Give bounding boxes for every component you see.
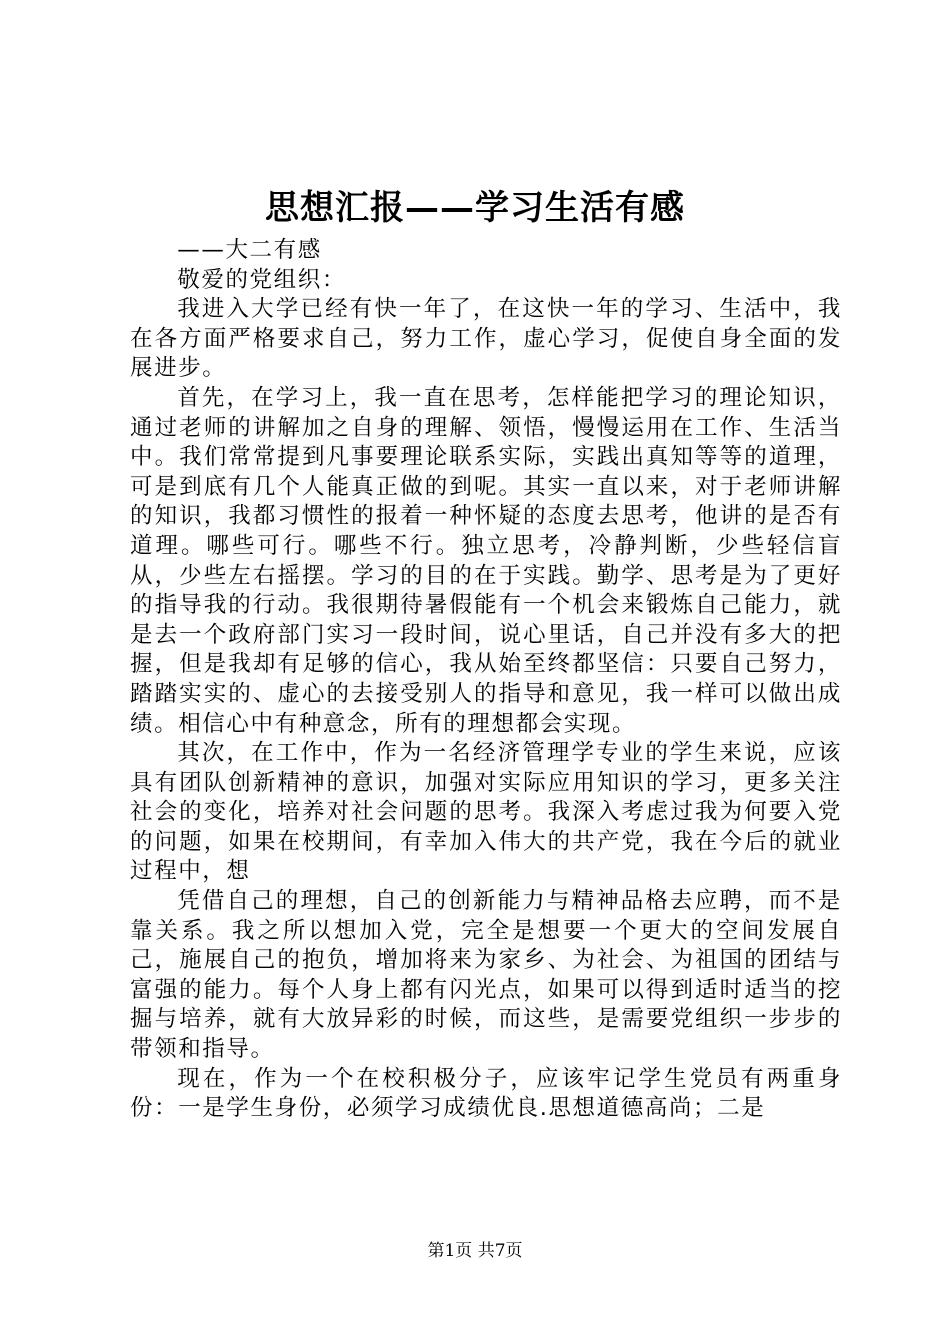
paragraph: 我进入大学已经有快一年了，在这快一年的学习、生活中，我在各方面严格要求自己，努力工作，虚心学习，促使自身全面的发展进步。 [130, 296, 842, 382]
document-title: 思想汇报——学习生活有感 [265, 188, 685, 228]
page-number: 第1页 共7页 [427, 1241, 523, 1261]
document-body [130, 236, 842, 1124]
salutation: 敬爱的党组织： [177, 266, 346, 293]
paragraph: 现在，作为一个在校积极分子，应该牢记学生党员有两重身份：一是学生身份，必须学习成绩优良.思想道德高尚；二是 [130, 1065, 842, 1122]
paragraph: 凭借自己的理想，自己的创新能力与精神品格去应聘，而不是靠关系。我之所以想加入党，完全是想要一个更大的空间发展自己，施展自己的抱负，增加将来为家乡、为社会、为祖国的团结与富强的能力。每个人身上都有闪光点，如果可以得到适时适当的挖掘与培养，就有大放异彩的时候，而这些，是需要党组织一步步的带领和指导。 [130, 888, 842, 1063]
paragraph: 首先，在学习上，我一直在思考，怎样能把学习的理论知识，通过老师的讲解加之自身的理解、领悟，慢慢运用在工作、生活当中。我们常常提到凡事要理论联系实际，实践出真知等等的道理，可是到底有几个人能真正做的到呢。其实一直以来，对于老师讲解的知识，我都习惯性的报着一种怀疑的态度去思考，他讲的是否有道理。哪些可行。哪些不行。独立思考，冷静判断，少些轻信盲从，少些左右摇摆。学习的目的在于实践。勤学、思考是为了更好的指导我的行动。我很期待暑假能有一个机会来锻炼自己能力，就是去一个政府部门实习一段时间，说心里话，自己并没有多大的把握，但是我却有足够的信心，我从始至终都坚信：只要自己努力，踏踏实实的、虚心的去接受别人的指导和意见，我一样可以做出成绩。相信心中有种意念，所有的理想都会实现。 [130, 384, 842, 737]
paragraph: 其次，在工作中，作为一名经济管理学专业的学生来说，应该具有团队创新精神的意识，加强对实际应用知识的学习，更多关注社会的变化，培养对社会问题的思考。我深入考虑过我为何要入党的问题，如果在校期间，有幸加入伟大的共产党，我在今后的就业过程中，想 [130, 740, 842, 885]
subtitle: ——大二有感 [177, 237, 322, 263]
